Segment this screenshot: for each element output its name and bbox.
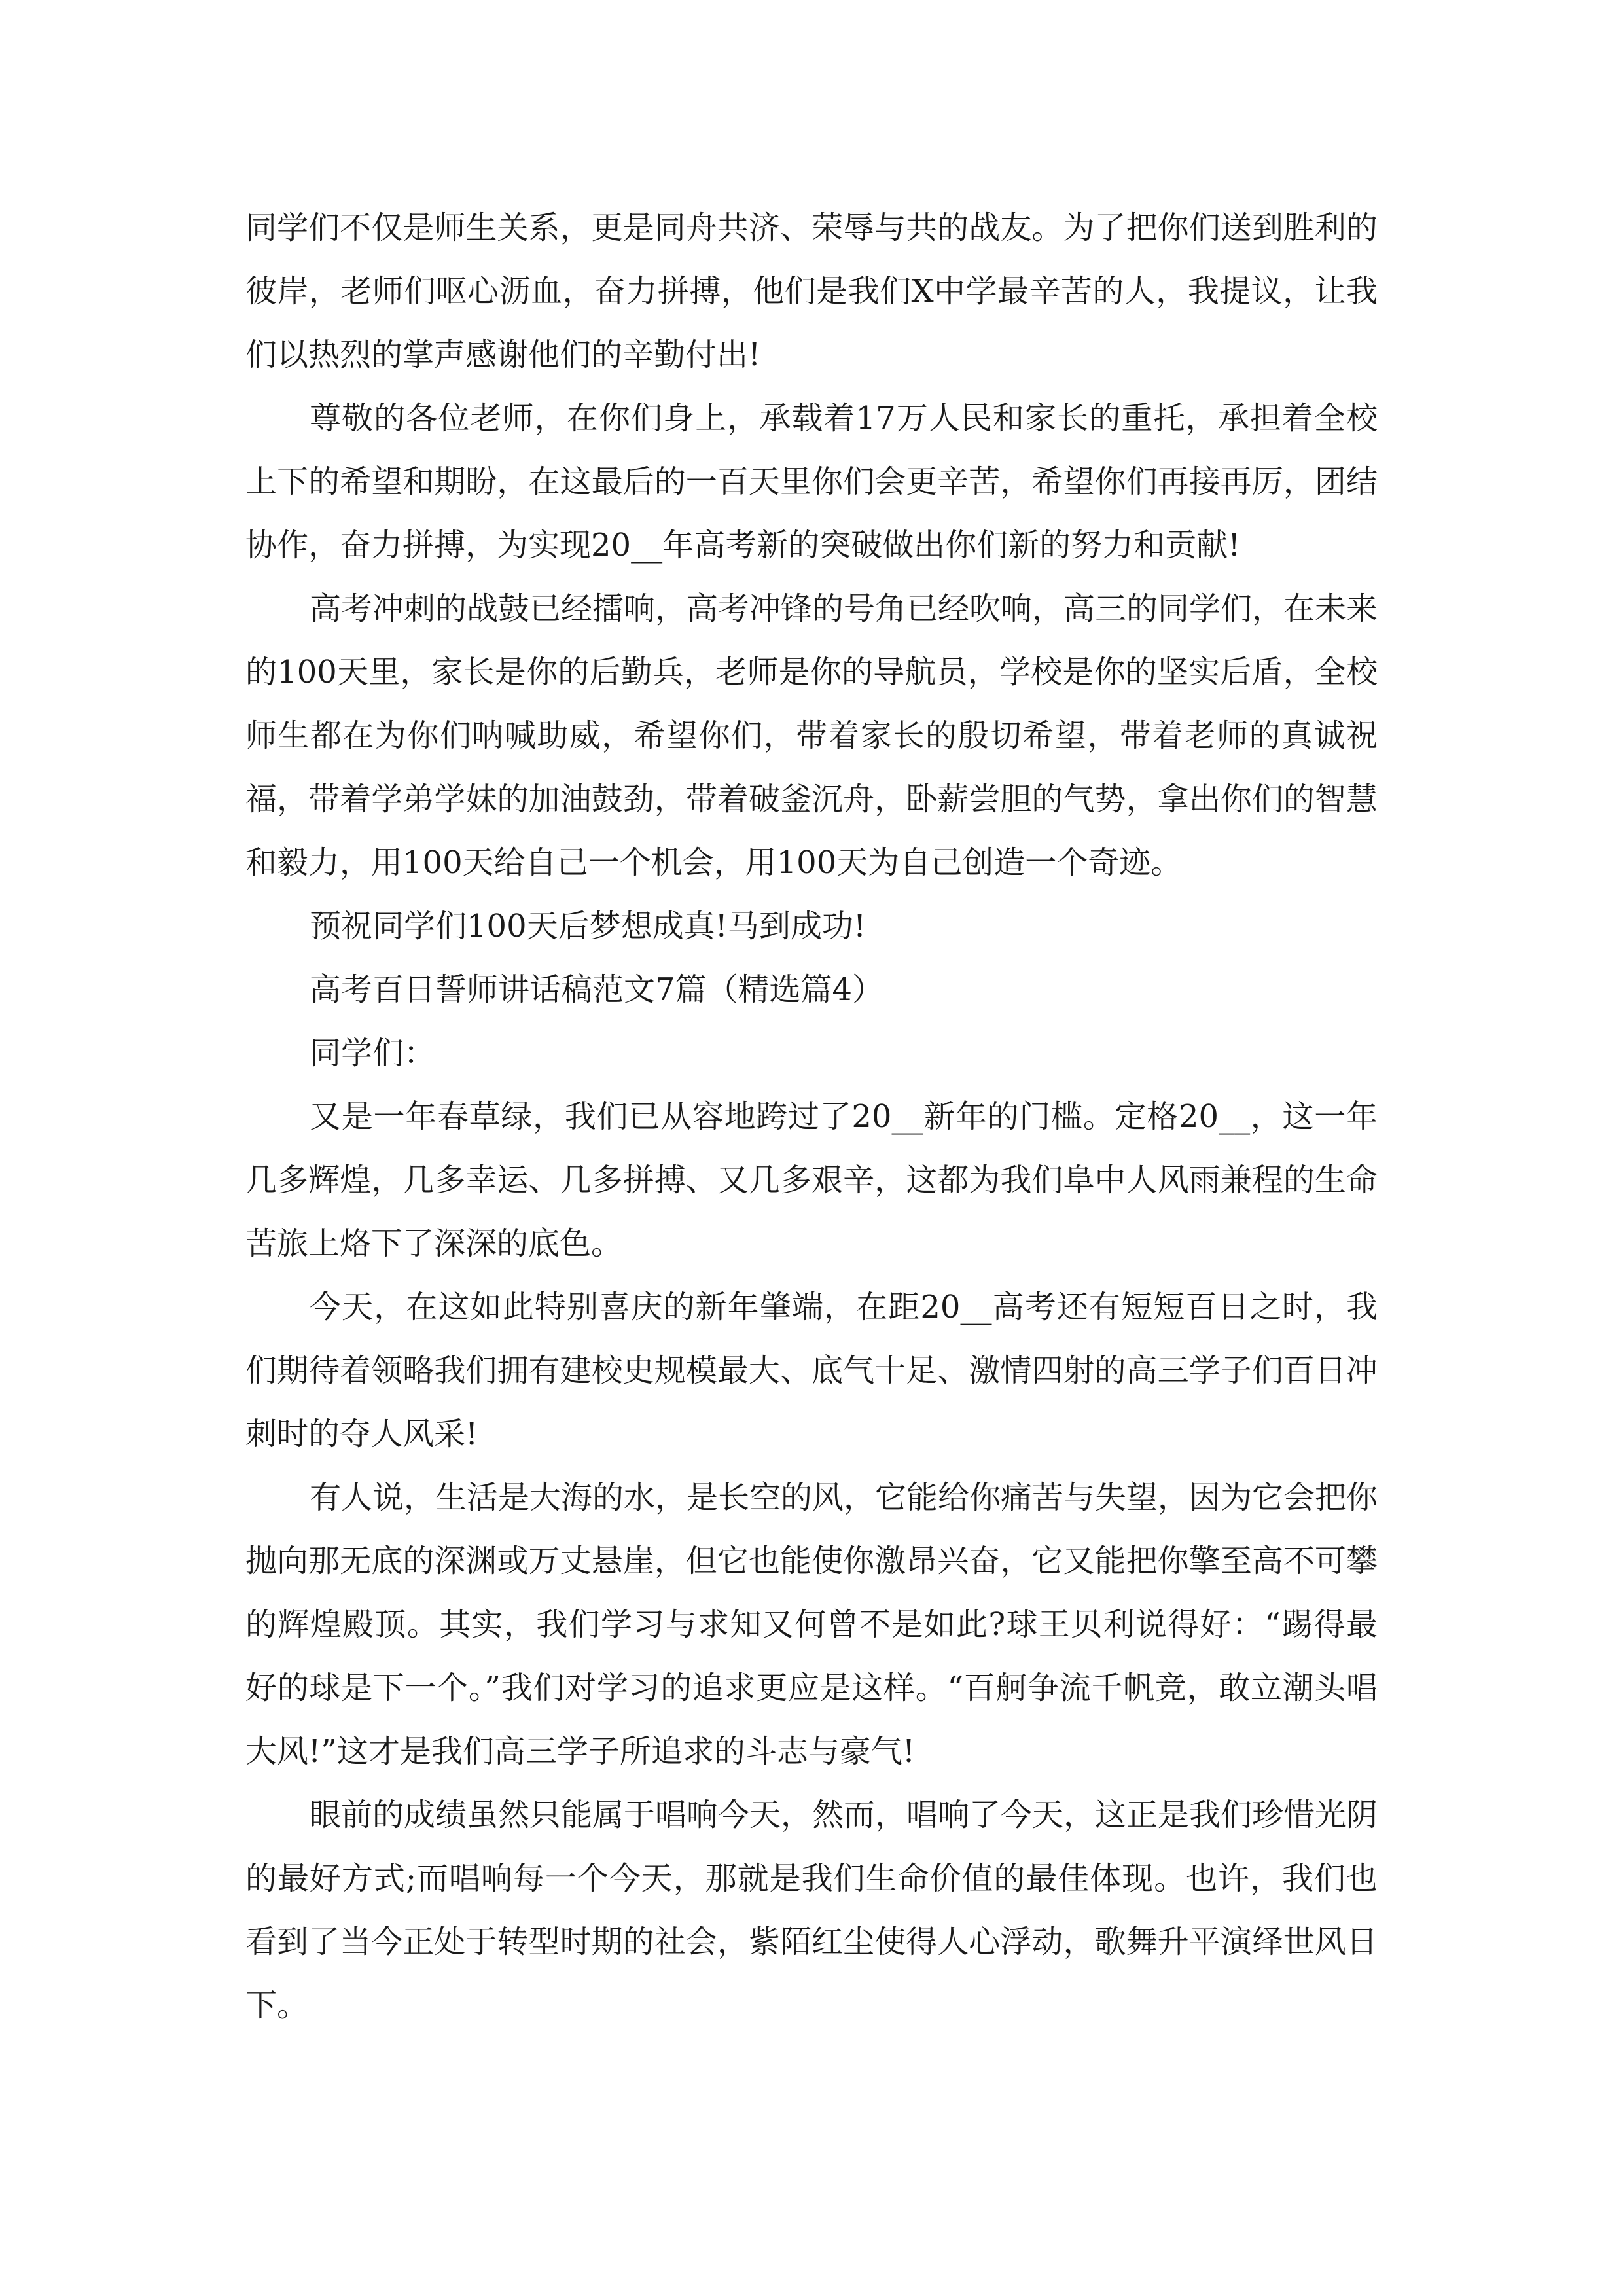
paragraph: 高考冲刺的战鼓已经擂响，高考冲锋的号角已经吹响，高三的同学们，在未来的100天里，家长是你的后勤兵，老师是你的导航员，学校是你的坚实后盾，全校师生都在为你们呐喊助威，希望你们，带着家长的殷切希望，带着老师的真诚祝福，带着学弟学妹的加油鼓劲，带着破釜沉舟，卧薪尝胆的气势，拿出你们的智慧和毅力，用100天给自己一个机会，用100天为自己创造一个奇迹。 bbox=[245, 590, 1378, 881]
document-body bbox=[245, 196, 1378, 2037]
paragraph: 尊敬的各位老师，在你们身上，承载着17万人民和家长的重托，承担着全校上下的希望和期盼，在这最后的一百天里你们会更辛苦，希望你们再接再厉，团结协作，奋力拼搏，为实现20__年高考新的突破做出你们新的努力和贡献! bbox=[245, 400, 1378, 564]
paragraph: 又是一年春草绿，我们已从容地跨过了20__新年的门槛。定格20__，这一年几多辉煌，几多幸运、几多拼搏、又几多艰辛，这都为我们阜中人风雨兼程的生命苦旅上烙下了深深的底色。 bbox=[245, 1098, 1378, 1262]
paragraph: 预祝同学们100天后梦想成真!马到成功! bbox=[310, 908, 866, 944]
paragraph: 有人说，生活是大海的水，是长空的风，它能给你痛苦与失望，因为它会把你抛向那无底的深渊或万丈悬崖，但它也能使你激昂兴奋，它又能把你擎至高不可攀的辉煌殿顶。其实，我们学习与求知又何曾不是如此?球王贝利说得好：“踢得最好的球是下一个。”我们对学习的追求更应是这样。“百舸争流千帆竞，敢立潮头唱大风!”这才是我们高三学子所追求的斗志与豪气! bbox=[245, 1479, 1378, 1770]
salutation: 同学们： bbox=[310, 1035, 436, 1071]
paragraph: 眼前的成绩虽然只能属于唱响今天，然而，唱响了今天，这正是我们珍惜光阴的最好方式;而唱响每一个今天，那就是我们生命价值的最佳体现。也许，我们也看到了当今正处于转型时期的社会，紫陌红尘使得人心浮动，歌舞升平演绎世风日下。 bbox=[245, 1797, 1378, 2024]
section-heading: 高考百日誓师讲话稿范文7篇（精选篇4） bbox=[310, 971, 884, 1008]
paragraph: 今天，在这如此特别喜庆的新年肇端，在距20__高考还有短短百日之时，我们期待着领略我们拥有建校史规模最大、底气十足、激情四射的高三学子们百日冲刺时的夺人风采! bbox=[245, 1289, 1378, 1452]
paragraph: 同学们不仅是师生关系，更是同舟共济、荣辱与共的战友。为了把你们送到胜利的彼岸，老师们呕心沥血，奋力拼搏，他们是我们X中学最辛苦的人，我提议，让我们以热烈的掌声感谢他们的辛勤付出! bbox=[245, 209, 1378, 373]
